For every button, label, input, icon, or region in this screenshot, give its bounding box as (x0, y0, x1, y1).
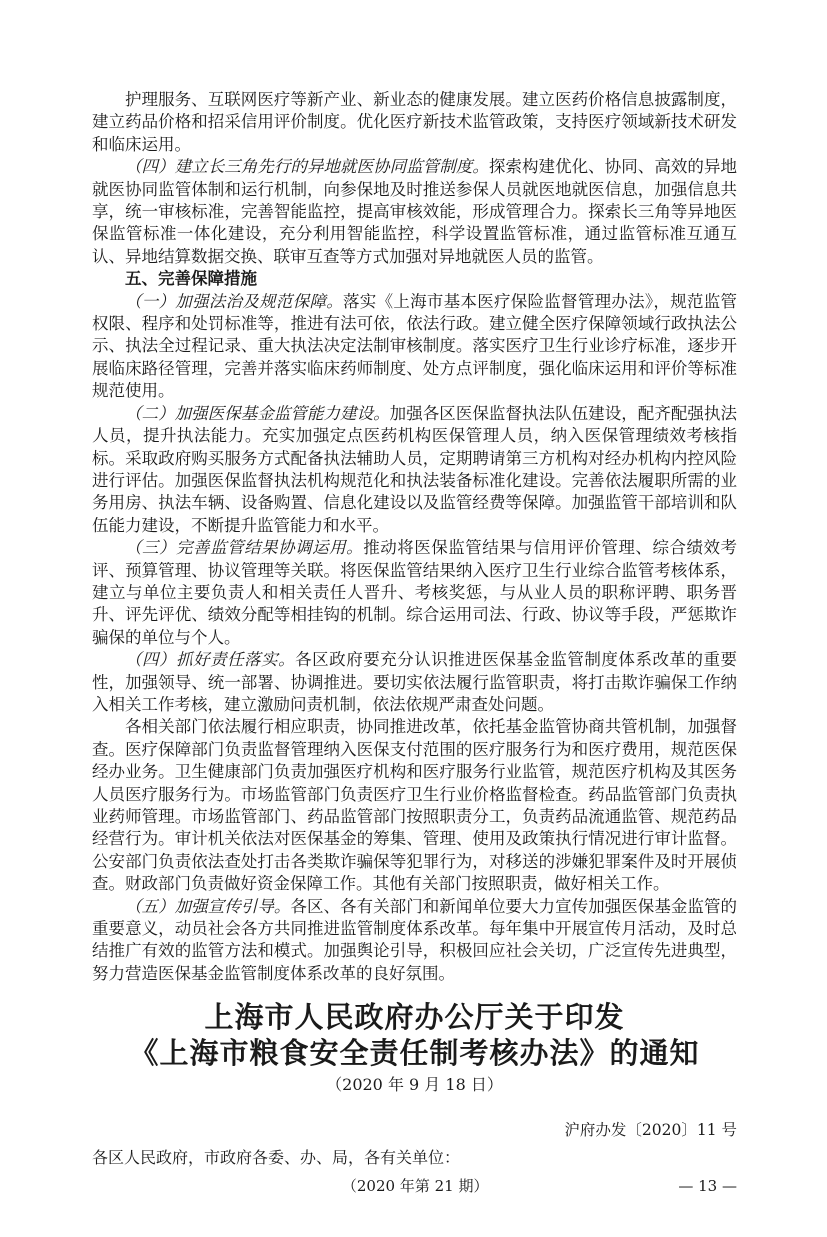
subheading: （四）建立长三角先行的异地就医协同监管制度。 (125, 157, 489, 177)
paragraph (92, 403, 737, 537)
page-number: — 13 — (678, 1177, 737, 1196)
paragraph-text: 加强各区医保监督执法队伍建设，配齐配强执法人员，提升执法能力。充实加强定点医药机构医保管理人员，纳入医保管理绩效考核指标。采取政府购买服务方式配备执法辅助人员，定期聘请第三方机构对经办机构内控风险进行评估。加强医保监督执法机构规范化和执法装备标准化建设。完善依法履职所需的业务用房、执法车辆、设备购置、信息化建设以及监管经费等保障。加强监管干部培训和队伍能力建设，不断提升监管能力和水平。 (92, 403, 738, 535)
subheading: （一）加强法治及规范保障。 (125, 291, 344, 311)
paragraph-text: 各区政府要充分认识推进医保基金监管制度体系改革的重要性，加强领导、统一部署、协调推进。要切实依法履行监管职责，将打击欺诈骗保工作纳入相关工作考核，建立激励问责机制，依法依规严肃查处问题。 (92, 650, 738, 714)
paragraph (92, 156, 737, 268)
salutation: 各区人民政府，市政府各委、办、局，各有关单位： (92, 1148, 461, 1168)
paragraph (92, 716, 737, 895)
paragraph (92, 649, 737, 716)
paragraph-text: 推动将医保监管结果与信用评价管理、综合绩效考评、预算管理、协议管理等关联。将医保监管结果纳入医疗卫生行业综合监管考核体系，建立与单位主要负责人和相关责任人晋升、考核奖惩，与从业人员的职称评聘、职务晋升、评先评优、绩效分配等相挂钩的机制。综合运用司法、行政、协议等手段，严惩欺诈骗保的单位与个人。 (92, 538, 738, 647)
paragraph (92, 537, 737, 649)
paragraph (92, 896, 737, 986)
paragraph-text: 探索构建优化、协同、高效的异地就医协同监管体制和运行机制，向参保地及时推送参保人员就医地就医信息，加强信息共享，统一审核标准，完善智能监控，提高审核效能，形成管理合力。探索长三角等异地医保监管标准一体化建设，充分利用智能监控，科学设置监管标准，通过监管标准互通互认、异地结算数据交换、联审互查等方式加强对异地就医人员的监管。 (92, 157, 738, 266)
paragraph-text: 护理服务、互联网医疗等新产业、新业态的健康发展。建立医药价格信息披露制度，建立药品价格和招采信用评价制度。优化医疗新技术监管政策，支持医疗领域新技术研发和临床运用。 (92, 90, 737, 154)
notice-title-line1: 上海市人民政府办公厅关于印发 (204, 1000, 625, 1035)
paragraph-text: 各相关部门依法履行相应职责，协同推进改革，依托基金监管协商共管机制，加强督查。医疗保障部门负责监督管理纳入医保支付范围的医疗服务行为和医疗费用，规范医保经办业务。卫生健康部门负责加强医疗机构和医疗服务行业监管，规范医疗机构及其医务人员医疗服务行为。市场监管部门负责医疗卫生行业价格监督检查。药品监管部门负责执业药师管理。市场监管部门、药品监管部门按照职责分工，负责药品流通监管、规范药品经营行为。审计机关依法对医保基金的筹集、管理、使用及政策执行情况进行审计监督。公安部门负责依法查处打击各类欺诈骗保等犯罪行为，对移送的涉嫌犯罪案件及时开展侦查。财政部门负责做好资金保障工作。其他有关部门按照职责，做好相关工作。 (92, 717, 737, 894)
notice-title-line2: 《上海市粮食安全责任制考核办法》的通知 (129, 1036, 700, 1071)
page-footer (92, 1175, 737, 1197)
document-number: 沪府办发〔2020〕11 号 (564, 1121, 737, 1140)
paragraph (92, 89, 737, 156)
paragraph-text: 各区、各有关部门和新闻单位要大力宣传加强医保基金监管的重要意义，动员社会各方共同推进监管制度体系改革。每年集中开展宣传月活动，及时总结推广有效的监管方法和模式。加强舆论引导，积极回应社会关切，广泛宣传先进典型，努力营造医保基金监管制度体系改革的良好氛围。 (92, 896, 738, 983)
notice-date: （2020 年 9 月 18 日） (326, 1075, 503, 1095)
subheading: （二）加强医保基金监管能力建设。 (125, 403, 390, 423)
body-text (92, 89, 737, 985)
footer-issue: （2020 年第 21 期） (341, 1177, 489, 1196)
subheading: （五）加强宣传引导。 (125, 896, 291, 916)
paragraph (92, 291, 737, 403)
subheading: （四）抓好责任落实。 (125, 650, 296, 670)
paragraph-text: 落实《上海市基本医疗保险监督管理办法》，规范监管权限、程序和处罚标准等，推进有法可依，依法行政。建立健全医疗保障领域行政执法公示、执法全过程记录、重大执法决定法制审核制度。落实医疗卫生行业诊疗标准，逐步开展临床路径管理，完善并落实临床药师制度、处方点评制度，强化临床运用和评价等标准规范使用。 (92, 291, 738, 401)
section-heading: 五、完善保障措施 (125, 269, 257, 289)
subheading: （三）完善监管结果协调运用。 (125, 538, 364, 558)
